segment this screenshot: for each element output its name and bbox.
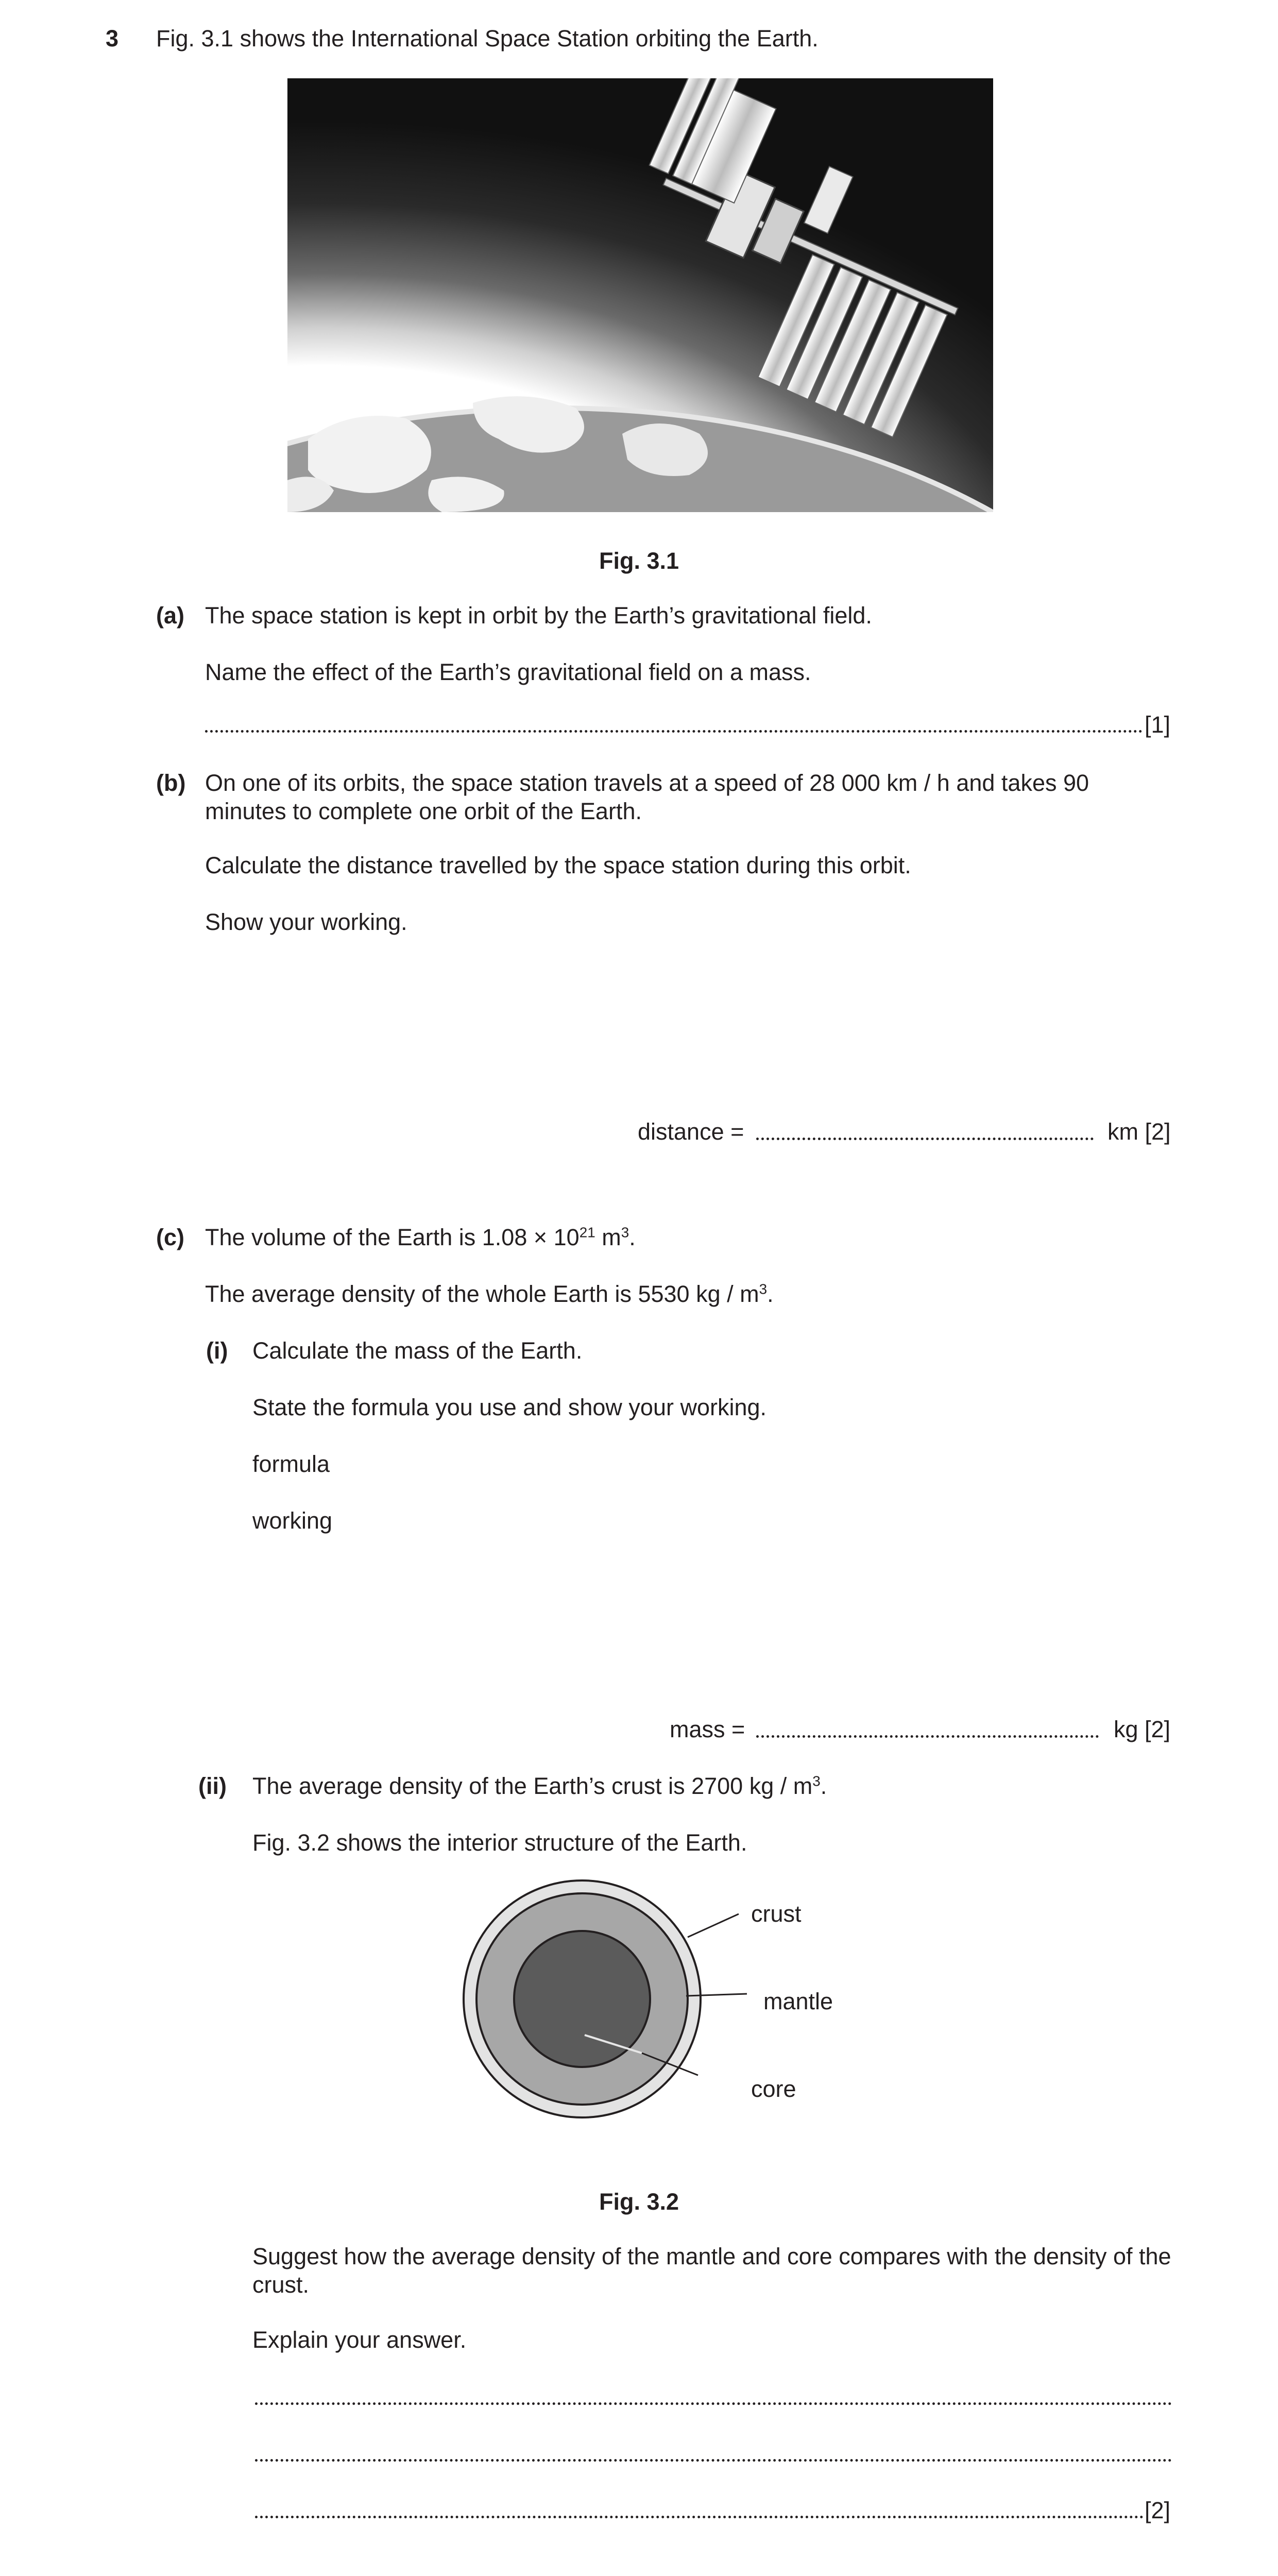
part-c-ii-marks: [2] bbox=[1145, 2497, 1171, 2523]
part-c-i-answer-unit: kg [2] bbox=[1114, 1716, 1171, 1742]
part-b-working-prompt: Show your working. bbox=[205, 909, 407, 935]
iss-orbiting-earth-image bbox=[287, 78, 993, 512]
part-c-label: (c) bbox=[156, 1224, 184, 1250]
mantle-label: mantle bbox=[763, 1988, 833, 2014]
part-c-ii-answer-line-1[interactable] bbox=[255, 2387, 1172, 2405]
part-c-ii-label: (ii) bbox=[198, 1773, 227, 1799]
crust-label: crust bbox=[751, 1901, 802, 1927]
part-c-i-label: (i) bbox=[206, 1337, 228, 1364]
part-c-i-task: Calculate the mass of the Earth. bbox=[252, 1337, 583, 1364]
part-b-answer-label: distance = bbox=[638, 1118, 744, 1145]
part-a-label: (a) bbox=[156, 602, 184, 629]
distance-answer-line[interactable] bbox=[756, 1122, 1094, 1140]
part-c-ii-answer-line-2[interactable] bbox=[255, 2444, 1172, 2462]
part-c-ii-answer-line-3[interactable] bbox=[255, 2500, 1144, 2518]
part-a-stem: The space station is kept in orbit by the Earth’s gravitational field. bbox=[205, 602, 872, 629]
part-a-answer-line[interactable] bbox=[205, 715, 1143, 733]
formula-label: formula bbox=[252, 1451, 330, 1477]
core-label: core bbox=[751, 2076, 796, 2102]
fig-3-1-caption: Fig. 3.1 bbox=[599, 548, 679, 574]
part-a-task: Name the effect of the Earth’s gravitational field on a mass. bbox=[205, 659, 811, 685]
part-b-label: (b) bbox=[156, 770, 186, 796]
part-b-stem: On one of its orbits, the space station travels at a speed of 28 000 km / h and takes 90 minutes to complete one orbit of the Earth. bbox=[205, 770, 1089, 824]
fig-3-2-intro: Fig. 3.2 shows the interior structure of the Earth. bbox=[252, 1829, 747, 1856]
question-number: 3 bbox=[106, 25, 119, 52]
part-c-ii-task: Suggest how the average density of the mantle and core compares with the density of the crust. bbox=[252, 2243, 1171, 2298]
working-label: working bbox=[252, 1507, 333, 1534]
part-c-ii-explain: Explain your answer. bbox=[252, 2327, 467, 2353]
earth-volume-statement: The volume of the Earth is $1.08 \times 10^{21}$ $m^3$. bbox=[205, 1224, 636, 1250]
crust-density-statement: The average density of the Earth’s crust is 2700 kg / $m^3$. bbox=[252, 1773, 827, 1799]
part-c-i-answer-label: mass = bbox=[670, 1716, 745, 1742]
part-c-i-instruction: State the formula you use and show your working. bbox=[252, 1394, 767, 1420]
earth-density-statement: The average density of the whole Earth is 5530 kg / $m^3$. bbox=[205, 1281, 774, 1307]
part-b-task: Calculate the distance travelled by the space station during this orbit. bbox=[205, 852, 911, 878]
part-b-answer-unit: km [2] bbox=[1107, 1118, 1171, 1145]
mass-answer-line[interactable] bbox=[756, 1720, 1099, 1738]
question-intro: Fig. 3.1 shows the International Space Station orbiting the Earth. bbox=[156, 25, 819, 52]
part-a-marks: [1] bbox=[1145, 711, 1171, 738]
fig-3-2-caption: Fig. 3.2 bbox=[599, 2189, 679, 2215]
